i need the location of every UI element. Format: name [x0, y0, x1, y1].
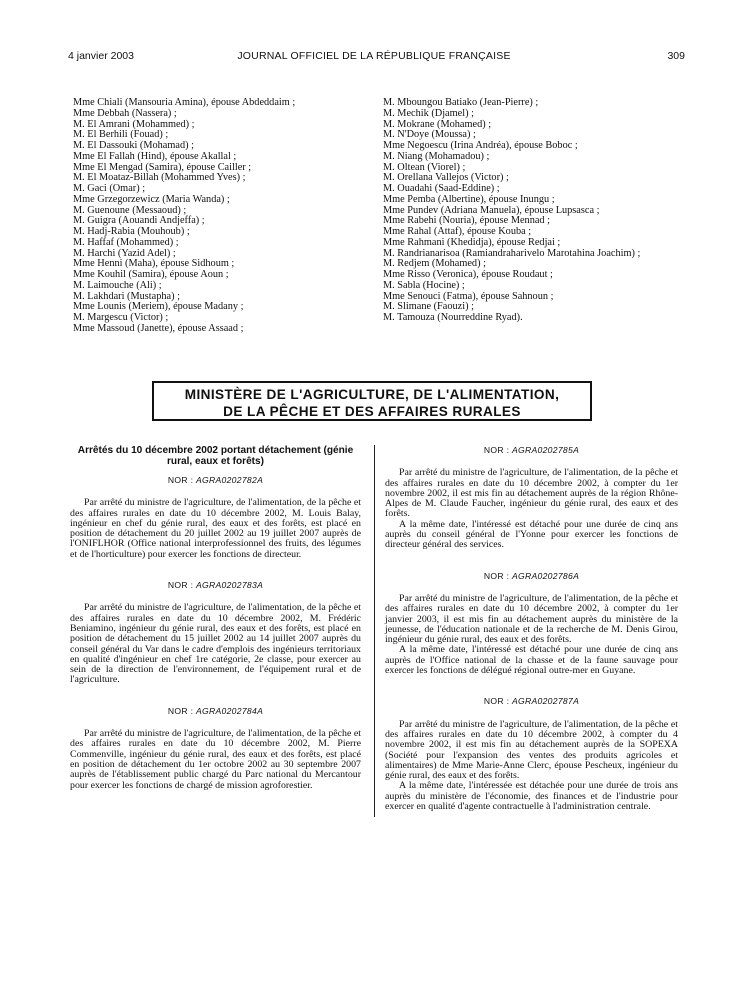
nor-code: AGRA0202785A: [511, 445, 580, 455]
name-entry: M. Mokrane (Mohamed) ;: [383, 118, 492, 130]
decree-paragraph: Par arrêté du ministre de l'agriculture, de l'alimentation, de la pêche et des affaires rurales en date du 10 décembre 2002, à compter du 1er novembre 2002, il est mis fin au détachement auprès de la région Rhône-Alpes de M. Claude Faucher, ingénieur du génie rural, des eaux et des forêts.: [385, 467, 678, 520]
nor-label: NOR :: [167, 705, 196, 716]
name-entry: Mme Chiali (Mansouria Amina), épouse Abdeddaim ;: [73, 97, 296, 108]
section-gap: [70, 560, 361, 580]
nor-code: AGRA0202786A: [511, 570, 580, 581]
name-entry: M. Tamouza (Nourreddine Ryad).: [383, 312, 523, 323]
nor-code: AGRA0202783A: [195, 580, 264, 591]
name-entry: M. Haffaf (Mohammed) ;: [73, 236, 179, 248]
nor-label: NOR :: [167, 475, 196, 485]
ministry-line-1: MINISTÈRE DE L'AGRICULTURE, DE L'ALIMENTATION,: [184, 387, 560, 402]
nor-reference: [70, 706, 361, 716]
name-entry: M. El Amrani (Mohammed) ;: [73, 118, 195, 130]
name-entry: M. Slimane (Faouzi) ;: [383, 301, 474, 313]
decree-paragraph: Par arrêté du ministre de l'agriculture, de l'alimentation, de la pêche et des affaires rurales en date du 10 décembre 2002, à compter du 4 novembre 2002, il est mis fin au détachement auprès de la SOPEXA (Société pour l'expansion des ventes des produits agricoles et alimentaires) de Mme Marie-Anne Clerc, épouse Pescheux, ingénieur du génie rural, des eaux et des forêts.: [385, 718, 678, 782]
header-journal-title: JOURNAL OFFICIEL DE LA RÉPUBLIQUE FRANÇAISE: [237, 50, 511, 62]
decree-paragraph: A la même date, l'intéressée est détachée pour une durée de trois ans auprès du ministère de l'économie, des finances et de l'industrie pour exercer en qualité d'agente contractuelle à l'administration centrale.: [385, 780, 678, 813]
section-gap: [385, 551, 678, 571]
name-entry: M. Lakhdari (Mustapha) ;: [73, 290, 180, 302]
name-entry: M. Oltean (Viorel) ;: [383, 161, 466, 173]
nor-reference: [70, 475, 361, 485]
decree-paragraph: Par arrêté du ministre de l'agriculture, de l'alimentation, de la pêche et des affaires rurales en date du 10 décembre 2002, M. Frédéric Beniamino, ingénieur du génie rural, des eaux et des forêts, est placé en position de détachement du 15 juillet 2002 au 14 juillet 2007 auprès du conseil général du Var dans le cadre d'emplois des ingénieurs territoriaux en qualité d'ingénieur en chef 1re catégorie, 2e classe, pour exercer au sein de la direction de l'environnement, de l'équipement rural et de l'agriculture.: [70, 602, 361, 686]
nor-label: NOR :: [483, 445, 512, 455]
name-entry: Mme Debbah (Nassera) ;: [73, 107, 177, 119]
name-entry: M. Margescu (Victor) ;: [73, 312, 169, 323]
name-entry: Mme Kouhil (Samira), épouse Aoun ;: [73, 269, 229, 280]
nor-code: AGRA0202787A: [511, 696, 580, 707]
name-entry: M. Ouadahi (Saad-Eddine) ;: [383, 183, 500, 194]
decree-paragraph: Par arrêté du ministre de l'agriculture, de l'alimentation, de la pêche et des affaires rurales en date du 10 décembre 2002, à compter du 1er janvier 2003, il est mis fin au détachement auprès du ministère de la jeunesse, de l'éducation nationale et de la recherche de M. Denis Girou, ingénieur du génie rural, des eaux et des forêts.: [385, 592, 678, 646]
section-gap: [70, 686, 361, 706]
header-page-number: 309: [667, 50, 685, 62]
decree-paragraph: A la même date, l'intéressé est détaché pour une durée de cinq ans auprès du conseil général de l'Yonne pour exercer les fonctions de directeur général des services.: [385, 518, 678, 551]
name-entry: Mme Rabehi (Nouria), épouse Mennad ;: [383, 215, 550, 227]
name-entry: M. Laimouche (Ali) ;: [73, 279, 162, 291]
column-left: [70, 445, 361, 791]
nor-code: AGRA0202784A: [195, 705, 264, 716]
nor-label: NOR :: [483, 570, 512, 581]
section-gap: [385, 676, 678, 696]
ministry-line-2: DE LA PÊCHE ET DES AFFAIRES RURALES: [223, 404, 521, 419]
name-entry: M. Mechik (Djamel) ;: [383, 107, 474, 119]
name-entry: M. Gaci (Omar) ;: [73, 183, 146, 194]
column-right: [385, 445, 678, 812]
nor-reference: [385, 571, 678, 581]
name-entry: M. Sabla (Hocine) ;: [383, 279, 465, 291]
name-entry: Mme Grzegorzewicz (Maria Wanda) ;: [73, 193, 230, 205]
nor-label: NOR :: [483, 696, 512, 707]
ministry-banner: [152, 381, 592, 421]
name-entry: M. Guigra (Aouandi Andjeffa) ;: [73, 215, 205, 227]
name-entry: M. Orellana Vallejos (Victor) ;: [383, 172, 509, 184]
decree-paragraph: Par arrêté du ministre de l'agriculture, de l'alimentation, de la pêche et des affaires rurales en date du 10 décembre 2002, M. Pierre Commenville, ingénieur du génie rural, des eaux et des forêts, est placé en position de détachement du 1er octobre 2002 au 30 septembre 2007 auprès de l'établissement public chargé du Parc national du Mercantour pour exercer les fonctions de chargé de mission agroforestier.: [70, 728, 361, 791]
name-entry: M. El Berhili (Fouad) ;: [73, 129, 169, 141]
names-list-right: [383, 98, 683, 324]
name-entry: Mme Massoud (Janette), épouse Assaad ;: [73, 322, 244, 334]
name-entry: M. Randrianarisoa (Ramiandraharivelo Marotahina Joachim) ;: [383, 247, 641, 259]
name-entry: Mme Pundev (Adriana Manuela), épouse Lupsasca ;: [383, 204, 600, 216]
name-entry: M. El Moataz-Billah (Mohammed Yves) ;: [73, 172, 246, 184]
name-entry: Mme Risso (Veronica), épouse Roudaut ;: [383, 269, 553, 280]
name-entry: Mme Senouci (Fatma), épouse Sahnoun ;: [383, 290, 554, 302]
name-entry: Mme Pemba (Albertine), épouse Inungu ;: [383, 193, 555, 205]
nor-label: NOR :: [167, 580, 196, 591]
name-entry: M. Mboungou Batiako (Jean-Pierre) ;: [383, 97, 539, 108]
name-entry: M. Redjem (Mohamed) ;: [383, 258, 486, 270]
name-entry: M. Harchi (Yazid Adel) ;: [73, 247, 176, 259]
decree-paragraph: A la même date, l'intéressé est détaché pour une durée de cinq ans auprès de l'Office national de la chasse et de la faune sauvage pour exercer les fonctions de délégué régional outre-mer en Guyane.: [385, 644, 678, 677]
name-entry: Mme El Mengad (Samira), épouse Cailler ;: [73, 161, 252, 173]
nor-reference: [70, 580, 361, 590]
name-entry: Mme Rahmani (Khedidja), épouse Redjai ;: [383, 236, 561, 248]
name-entry: Mme Rahal (Attaf), épouse Kouba ;: [383, 226, 532, 237]
article-title: Arrêtés du 10 décembre 2002 portant détachement (génie rural, eaux et forêts): [77, 445, 354, 467]
name-entry: M. Hadj-Rabia (Mouhoub) ;: [73, 226, 190, 237]
decree-paragraph: Par arrêté du ministre de l'agriculture, de l'alimentation, de la pêche et des affaires rurales en date du 10 décembre 2002, M. Louis Balay, ingénieur en chef du génie rural, des eaux et des forêts, est placé en position de détachement du 20 juillet 2002 au 19 juillet 2007 auprès de l'ONIFLHOR (Office national interprofessionnel des fruits, des légumes et de l'horticulture) pour exercer les fonctions de directeur.: [70, 497, 361, 560]
name-entry: M. Niang (Mohamadou) ;: [383, 150, 490, 162]
nor-code: AGRA0202782A: [195, 475, 264, 485]
name-entry: Mme El Fallah (Hind), épouse Akallal ;: [73, 150, 237, 162]
name-entry: M. El Dassouki (Mohamad) ;: [73, 140, 194, 151]
names-list-left: [73, 98, 373, 335]
column-divider: [374, 445, 375, 817]
nor-reference: [385, 696, 678, 706]
name-entry: M. N'Doye (Moussa) ;: [383, 129, 476, 141]
header-date: 4 janvier 2003: [68, 50, 134, 62]
name-entry: Mme Henni (Maha), épouse Sidhoum ;: [73, 258, 235, 270]
name-entry: Mme Negoescu (Irina Andréa), épouse Boboc ;: [383, 140, 578, 151]
name-entry: M. Guenoune (Messaoud) ;: [73, 204, 187, 216]
nor-reference: [385, 445, 678, 455]
name-entry: Mme Lounis (Meriem), épouse Madany ;: [73, 301, 244, 313]
